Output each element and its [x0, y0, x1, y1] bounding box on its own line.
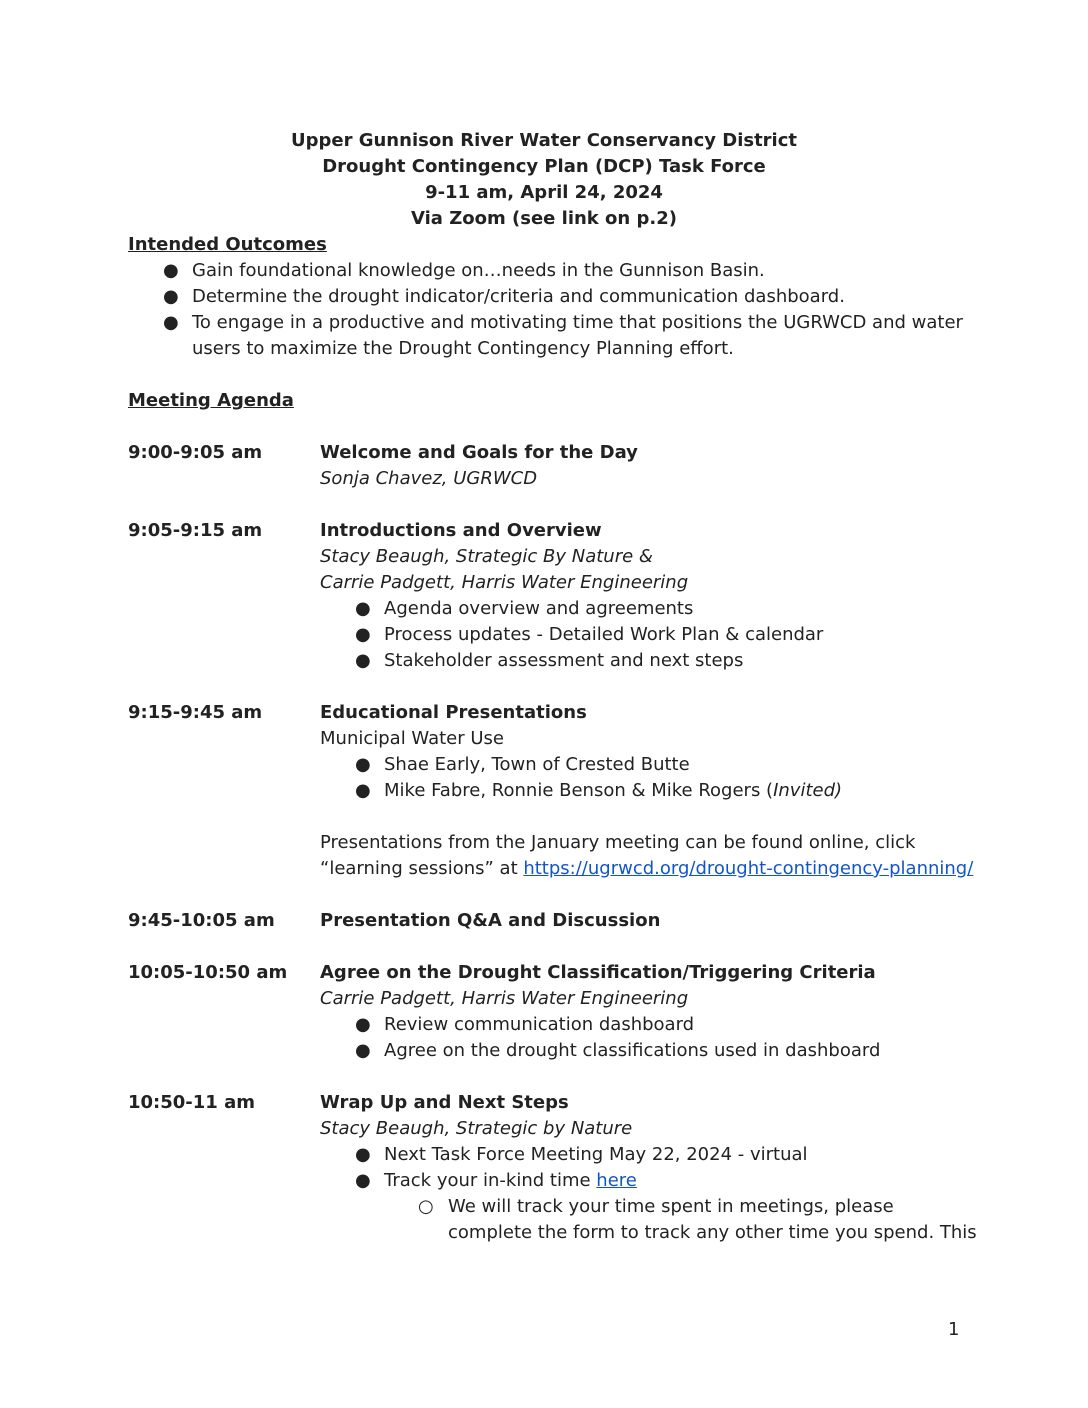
session-title: Wrap Up and Next Steps: [320, 1092, 569, 1113]
session-presenter: Stacy Beaugh, Strategic By Nature &: [320, 546, 653, 567]
outcome-item-continued: users to maximize the Drought Contingency Planning effort.: [192, 338, 734, 359]
session-time: 10:05-10:50 am: [128, 962, 288, 983]
bullet-icon: ●: [163, 312, 179, 333]
bullet-icon: ●: [163, 286, 179, 307]
session-presenter: Stacy Beaugh, Strategic by Nature: [320, 1118, 633, 1139]
session-bullet: Agree on the drought classifications used in dashboard: [384, 1040, 881, 1061]
bullet-icon: ●: [355, 1144, 371, 1165]
sub-bullet-continued: complete the form to track any other time you spend. This: [448, 1222, 977, 1243]
session-title: Presentation Q&A and Discussion: [320, 910, 661, 931]
agenda-heading: Meeting Agenda: [128, 390, 294, 411]
header-org: Upper Gunnison River Water Conservancy District: [290, 130, 798, 151]
bullet-icon: ●: [355, 1040, 371, 1061]
outcome-item: Determine the drought indicator/criteria and communication dashboard.: [192, 286, 845, 307]
outcomes-heading: Intended Outcomes: [128, 234, 327, 255]
bullet-icon: ●: [163, 260, 179, 281]
session-bullet: Process updates - Detailed Work Plan & calendar: [384, 624, 824, 645]
bullet-icon: ●: [355, 780, 371, 801]
session-presenter: Carrie Padgett, Harris Water Engineering: [320, 572, 689, 593]
header-date: 9-11 am, April 24, 2024: [425, 182, 663, 203]
bullet-icon: ●: [355, 1170, 371, 1191]
header-location: Via Zoom (see link on p.2): [411, 208, 677, 229]
page-number: 1: [948, 1319, 960, 1340]
learning-sessions-link[interactable]: https://ugrwcd.org/drought-contingency-planning/: [523, 858, 974, 879]
session-bullet: Agenda overview and agreements: [384, 598, 694, 619]
note-text: “learning sessions” at: [320, 858, 524, 879]
session-bullet: Stakeholder assessment and next steps: [384, 650, 744, 671]
sub-bullet-icon: ○: [418, 1196, 434, 1217]
session-title: Welcome and Goals for the Day: [320, 442, 638, 463]
bullet-icon: ●: [355, 598, 371, 619]
header-title: Drought Contingency Plan (DCP) Task Force: [322, 156, 766, 177]
sub-bullet: We will track your time spent in meetings, please: [448, 1196, 894, 1217]
bullet-text: Mike Fabre, Ronnie Benson & Mike Rogers (: [384, 780, 774, 801]
session-presenter: Carrie Padgett, Harris Water Engineering: [320, 988, 689, 1009]
session-bullet: Next Task Force Meeting May 22, 2024 - virtual: [384, 1144, 808, 1165]
bullet-icon: ●: [355, 754, 371, 775]
session-bullet: [384, 1168, 637, 1194]
session-time: 9:15-9:45 am: [128, 702, 263, 723]
bullet-text: Track your in-kind time: [384, 1170, 597, 1191]
session-bullet: Shae Early, Town of Crested Butte: [384, 754, 690, 775]
bullet-icon: ●: [355, 650, 371, 671]
session-note: Presentations from the January meeting can be found online, click: [320, 832, 916, 853]
session-time: 9:05-9:15 am: [128, 520, 263, 541]
session-time: 10:50-11 am: [128, 1092, 255, 1113]
session-subtitle: Municipal Water Use: [320, 728, 504, 749]
in-kind-time-link[interactable]: here: [596, 1170, 637, 1191]
invited-note: Invited): [773, 780, 843, 801]
session-presenter: Sonja Chavez, UGRWCD: [320, 468, 538, 489]
outcome-item: Gain foundational knowledge on…needs in the Gunnison Basin.: [192, 260, 765, 281]
session-time: 9:45-10:05 am: [128, 910, 275, 931]
session-bullet: Review communication dashboard: [384, 1014, 695, 1035]
session-title: Introductions and Overview: [320, 520, 602, 541]
session-title: Educational Presentations: [320, 702, 587, 723]
session-time: 9:00-9:05 am: [128, 442, 263, 463]
outcome-item: To engage in a productive and motivating time that positions the UGRWCD and water: [192, 312, 963, 333]
session-note: [320, 856, 973, 882]
bullet-icon: ●: [355, 1014, 371, 1035]
session-bullet: [384, 778, 842, 804]
bullet-icon: ●: [355, 624, 371, 645]
session-title: Agree on the Drought Classification/Triggering Criteria: [320, 962, 876, 983]
